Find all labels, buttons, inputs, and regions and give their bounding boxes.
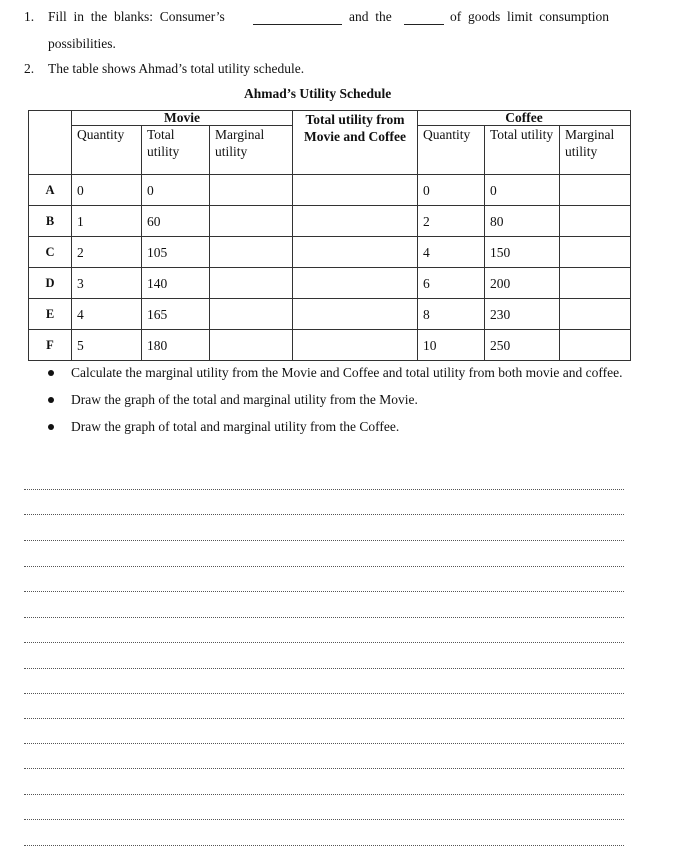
list-item bbox=[48, 360, 633, 385]
movie-total-utility-cell: 0 bbox=[142, 175, 210, 206]
total-utility-both-cell[interactable] bbox=[293, 299, 418, 330]
total-utility-both-cell[interactable] bbox=[293, 237, 418, 268]
utility-schedule-table bbox=[28, 110, 631, 361]
table-title: Ahmad’s Utility Schedule bbox=[244, 86, 392, 101]
answer-line[interactable] bbox=[24, 718, 624, 719]
task-text: Draw the graph of total and marginal utility from the Coffee. bbox=[71, 419, 400, 434]
answer-line[interactable] bbox=[24, 642, 624, 643]
movie-total-utility-cell: 105 bbox=[142, 237, 210, 268]
row-label: A bbox=[29, 175, 72, 206]
coffee-total-utility-cell: 200 bbox=[485, 268, 560, 299]
coffee-total-utility-cell: 230 bbox=[485, 299, 560, 330]
table-row bbox=[29, 175, 631, 206]
movie-total-utility-cell: 180 bbox=[142, 330, 210, 361]
answer-line[interactable] bbox=[24, 693, 624, 694]
coffee-marginal-utility-cell[interactable] bbox=[560, 299, 631, 330]
coffee-quantity-cell: 10 bbox=[418, 330, 485, 361]
row-label: C bbox=[29, 237, 72, 268]
question-1-text-mid: and the bbox=[349, 9, 392, 24]
table-row bbox=[29, 268, 631, 299]
answer-line[interactable] bbox=[24, 668, 624, 669]
coffee-marginal-utility-cell[interactable] bbox=[560, 175, 631, 206]
answer-line[interactable] bbox=[24, 845, 624, 846]
movie-marginal-utility-cell[interactable] bbox=[210, 175, 293, 206]
movie-total-utility-header: Total utility bbox=[142, 126, 210, 175]
movie-marginal-utility-cell[interactable] bbox=[210, 268, 293, 299]
movie-total-utility-cell: 60 bbox=[142, 206, 210, 237]
answer-line[interactable] bbox=[24, 743, 624, 744]
total-utility-both-cell[interactable] bbox=[293, 268, 418, 299]
movie-quantity-cell: 1 bbox=[72, 206, 142, 237]
movie-header: Movie bbox=[72, 111, 293, 126]
question-1-text-start: Fill in the blanks: Consumer’s bbox=[48, 9, 225, 24]
total-utility-both-cell[interactable] bbox=[293, 175, 418, 206]
coffee-marginal-utility-cell[interactable] bbox=[560, 330, 631, 361]
table-header-row-1 bbox=[29, 111, 631, 126]
answer-line[interactable] bbox=[24, 514, 624, 515]
total-utility-both-cell[interactable] bbox=[293, 206, 418, 237]
coffee-total-utility-cell: 150 bbox=[485, 237, 560, 268]
answer-line[interactable] bbox=[24, 591, 624, 592]
row-label: F bbox=[29, 330, 72, 361]
coffee-quantity-cell: 0 bbox=[418, 175, 485, 206]
row-label: D bbox=[29, 268, 72, 299]
movie-marginal-utility-header: Marginal utility bbox=[210, 126, 293, 175]
movie-quantity-cell: 2 bbox=[72, 237, 142, 268]
movie-total-utility-cell: 140 bbox=[142, 268, 210, 299]
table-row bbox=[29, 206, 631, 237]
bullet-icon bbox=[48, 424, 54, 430]
coffee-marginal-utility-header: Marginal utility bbox=[560, 126, 631, 175]
row-label: B bbox=[29, 206, 72, 237]
movie-quantity-cell: 4 bbox=[72, 299, 142, 330]
movie-marginal-utility-cell[interactable] bbox=[210, 330, 293, 361]
coffee-quantity-cell: 8 bbox=[418, 299, 485, 330]
answer-line[interactable] bbox=[24, 617, 624, 618]
bullet-icon bbox=[48, 370, 54, 376]
coffee-quantity-header: Quantity bbox=[418, 126, 485, 175]
question-1-text-end: of goods limit consumption bbox=[450, 9, 610, 24]
question-1-number: 1. bbox=[24, 9, 35, 24]
row-label-header bbox=[29, 111, 72, 175]
question-1-text-continued: possibilities. bbox=[48, 36, 116, 51]
answer-line[interactable] bbox=[24, 768, 624, 769]
coffee-total-utility-cell: 250 bbox=[485, 330, 560, 361]
total-utility-both-cell[interactable] bbox=[293, 330, 418, 361]
task-text: Draw the graph of the total and marginal utility from the Movie. bbox=[71, 392, 418, 407]
coffee-quantity-cell: 6 bbox=[418, 268, 485, 299]
answer-line[interactable] bbox=[24, 540, 624, 541]
coffee-quantity-cell: 4 bbox=[418, 237, 485, 268]
coffee-marginal-utility-cell[interactable] bbox=[560, 206, 631, 237]
coffee-header: Coffee bbox=[418, 111, 631, 126]
coffee-marginal-utility-cell[interactable] bbox=[560, 237, 631, 268]
movie-quantity-cell: 5 bbox=[72, 330, 142, 361]
task-list bbox=[48, 360, 633, 441]
table-row bbox=[29, 299, 631, 330]
movie-marginal-utility-cell[interactable] bbox=[210, 237, 293, 268]
list-item bbox=[48, 414, 633, 439]
movie-quantity-cell: 3 bbox=[72, 268, 142, 299]
movie-total-utility-cell: 165 bbox=[142, 299, 210, 330]
question-2-number: 2. bbox=[24, 61, 35, 76]
coffee-total-utility-cell: 0 bbox=[485, 175, 560, 206]
blank-1[interactable] bbox=[253, 24, 342, 25]
coffee-marginal-utility-cell[interactable] bbox=[560, 268, 631, 299]
total-utility-both-header: Total utility from Movie and Coffee bbox=[293, 111, 418, 175]
movie-quantity-header: Quantity bbox=[72, 126, 142, 175]
bullet-icon bbox=[48, 397, 54, 403]
movie-quantity-cell: 0 bbox=[72, 175, 142, 206]
movie-marginal-utility-cell[interactable] bbox=[210, 206, 293, 237]
blank-2[interactable] bbox=[404, 24, 444, 25]
question-2-text: The table shows Ahmad’s total utility schedule. bbox=[48, 61, 305, 76]
table-row bbox=[29, 330, 631, 361]
list-item bbox=[48, 387, 633, 412]
row-label: E bbox=[29, 299, 72, 330]
coffee-total-utility-cell: 80 bbox=[485, 206, 560, 237]
answer-line[interactable] bbox=[24, 566, 624, 567]
answer-line[interactable] bbox=[24, 794, 624, 795]
answer-line[interactable] bbox=[24, 819, 624, 820]
movie-marginal-utility-cell[interactable] bbox=[210, 299, 293, 330]
table-row bbox=[29, 237, 631, 268]
coffee-quantity-cell: 2 bbox=[418, 206, 485, 237]
task-text: Calculate the marginal utility from the Movie and Coffee and total utility from both movie and coffee. bbox=[71, 365, 623, 380]
coffee-total-utility-header: Total utility bbox=[485, 126, 560, 175]
answer-line[interactable] bbox=[24, 489, 624, 490]
